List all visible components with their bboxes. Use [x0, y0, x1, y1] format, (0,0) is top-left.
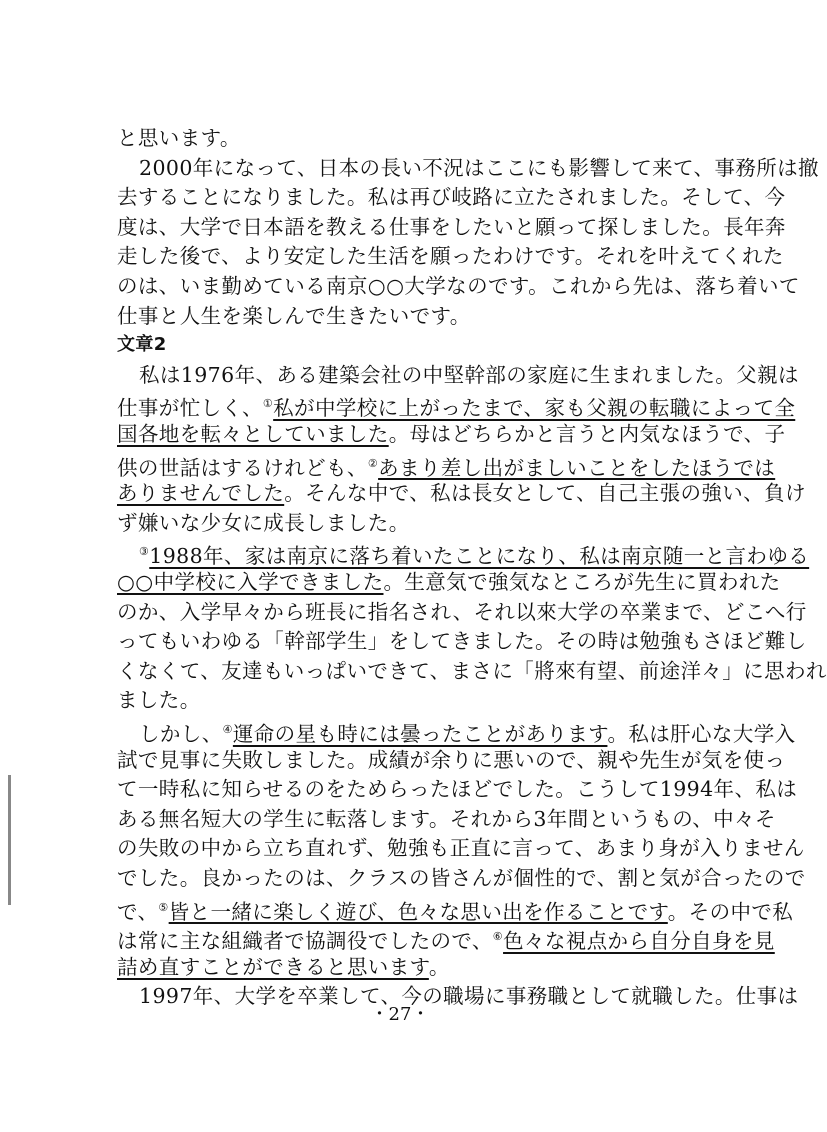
- footnote-marker: ②: [367, 456, 379, 470]
- page-number: ・27・: [370, 1004, 430, 1025]
- text-segment: くなくて、友達もいっぱいできて、まさに「將來有望、前途洋々」に思われ: [117, 658, 827, 683]
- text-line: [117, 241, 784, 271]
- text-line: [117, 685, 693, 715]
- text-line: [117, 360, 799, 390]
- section-heading: [117, 330, 693, 360]
- text-segment: の失敗の中から立ち直れず、勉強も正直に言って、あまり身が入りません: [117, 836, 805, 861]
- footnote-marker: ①: [262, 397, 274, 411]
- text-segment: ある無名短大の学生に転落します。それから3年間というもの、中々そ: [117, 806, 776, 831]
- text-line: [117, 567, 781, 597]
- text-segment: ず嫌いな少女に成長しました。: [117, 510, 410, 535]
- text-segment: ました。: [117, 688, 201, 713]
- text-line: [117, 212, 786, 242]
- text-line: [117, 626, 807, 656]
- underlined-phrase: ありませんでした: [117, 481, 285, 506]
- text-segment: 。生意気で強気なところが先生に買われた: [383, 570, 781, 594]
- text-segment: 。: [428, 954, 450, 979]
- footnote-marker: ⑥: [492, 930, 504, 944]
- text-line: [117, 952, 693, 982]
- text-line: [117, 774, 798, 804]
- text-segment: 文章2: [117, 334, 167, 356]
- text-segment: 。母はどちらかと言うと内気なほうで、子: [388, 422, 786, 446]
- text-segment: ってもいわゆる「幹部学生」をしてきました。その時は勉強もさほど難し: [117, 629, 807, 654]
- text-segment: のは、いま勤めている南京○○大学なのです。これから先は、落ち着いて: [117, 274, 800, 298]
- underlined-phrase: 詰め直すことができると思います: [117, 954, 429, 979]
- footnote-marker: ③: [139, 545, 150, 559]
- underlined-phrase: 私が中学校に上がったまで、家も父親の転職によって全: [273, 396, 796, 421]
- text-segment: 私は1976年、ある建築会社の中堅幹部の家庭に生まれました。父親は: [139, 362, 799, 387]
- text-segment: 。そんな中で、私は長女として、自己主張の強い、負け: [284, 481, 806, 506]
- text-segment: 。その中で私: [667, 899, 794, 924]
- text-line: [117, 478, 806, 508]
- text-segment: 1997年、大学を卒業して、今の職場に事務職として就職した。仕事は: [139, 984, 799, 1009]
- underlined-phrase: 国各地を転々としていました: [117, 422, 389, 446]
- text-segment: 度は、大学で日本語を教える仕事をしたいと願って探しました。長年奔: [117, 214, 786, 239]
- text-line: [117, 271, 800, 301]
- text-line: [117, 745, 786, 775]
- text-segment: と思います。: [117, 126, 241, 150]
- underlined-phrase: あまり差し出がましいことをしたほうでは: [378, 455, 776, 480]
- footnote-marker: ④: [222, 723, 233, 736]
- text-segment: 。私は肝心な大学入: [607, 721, 796, 746]
- text-segment: のか、入学早々から班長に指名され、それ以來大学の卒業まで、どこへ行: [117, 599, 807, 624]
- text-line: [117, 508, 693, 538]
- text-segment: 去することになりました。私は再び岐路に立たされました。そして、今: [117, 185, 786, 210]
- text-line: [117, 833, 805, 863]
- text-line: [117, 153, 819, 183]
- underlined-phrase: 1988年、家は南京に落ち着いたことになり、私は南京随一と言わゆる: [149, 544, 810, 569]
- text-segment: 供の世話はするけれども、: [117, 455, 368, 480]
- text-segment: 試で見事に失敗しました。成績が余りに悪いので、親や先生が気を使っ: [117, 747, 786, 772]
- footnote-marker: ⑤: [158, 900, 169, 914]
- text-line: [117, 597, 807, 627]
- text-segment: 仕事が忙しく、: [117, 396, 263, 421]
- text-segment: でした。良かったのは、クラスの皆さんが個性的で、割と気が合ったので: [117, 866, 806, 890]
- scan-margin-mark: [8, 775, 11, 905]
- underlined-phrase: ○○中学校に入学できました: [117, 570, 384, 594]
- text-segment: しかし、: [139, 721, 223, 746]
- underlined-phrase: 皆と一緒に楽しく遊び、色々な思い出を作ることです: [168, 899, 668, 924]
- text-line: [117, 123, 693, 153]
- underlined-phrase: 運命の星も時には曇ったことがあります: [232, 721, 608, 746]
- text-segment: 2000年になって、日本の長い不況はここにも影響して来て、事務所は撤: [139, 155, 819, 180]
- text-line: [117, 419, 786, 449]
- underlined-phrase: 色々な視点から自分自身を見: [503, 929, 775, 954]
- text-line: [117, 182, 786, 212]
- text-segment: は常に主な組織者で協調役でしたので、: [117, 929, 493, 954]
- text-line: [117, 656, 827, 686]
- text-line: [117, 301, 693, 331]
- text-segment: て一時私に知らせるのをためらったほどでした。こうして1994年、私は: [117, 777, 798, 802]
- text-segment: 走した後で、より安定した生活を願ったわけです。それを叶えてくれた: [117, 244, 784, 269]
- text-segment: 仕事と人生を楽しんで生きたいです。: [117, 303, 471, 328]
- text-line: [117, 804, 776, 834]
- text-line: [117, 863, 806, 893]
- text-segment: で、: [117, 899, 159, 924]
